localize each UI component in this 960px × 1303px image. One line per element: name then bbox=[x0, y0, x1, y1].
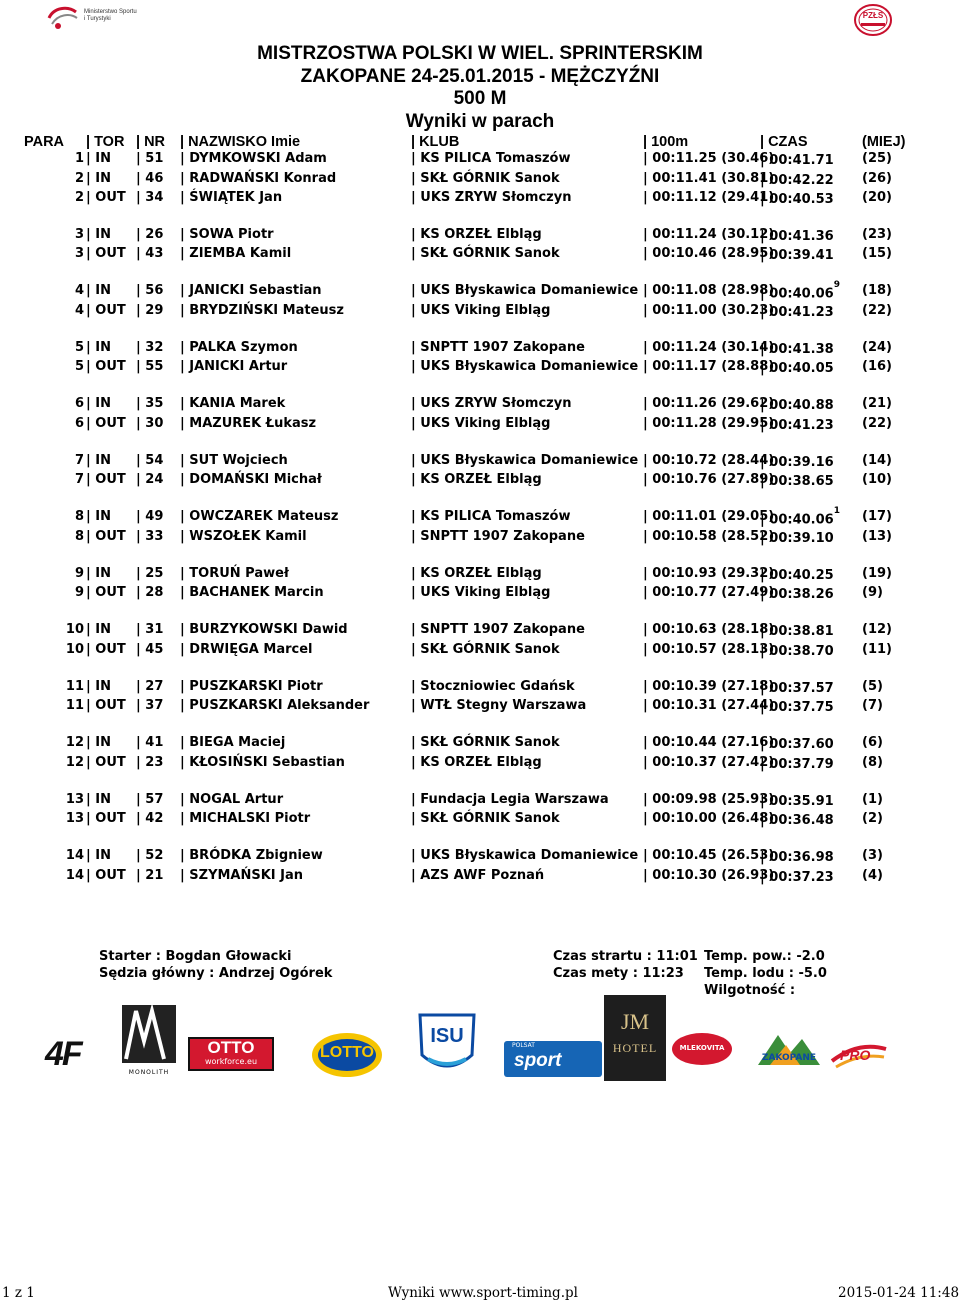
final-time: | 00:36.48 bbox=[760, 813, 834, 828]
pair-number: 2 bbox=[74, 190, 84, 205]
final-time: | 00:37.57 bbox=[760, 680, 834, 696]
split-100m: | 00:11.26 (29.62) bbox=[643, 396, 775, 411]
club-name: | AZS AWF Poznań bbox=[411, 867, 545, 883]
bib-number: | 57 bbox=[136, 791, 164, 807]
result-row bbox=[0, 529, 960, 548]
championship-title: MISTRZOSTWA POLSKI W WIEL. SPRINTERSKIM bbox=[257, 43, 703, 64]
pair-number: 3 bbox=[74, 226, 84, 242]
final-time: | 00:40.53 bbox=[760, 192, 834, 207]
pair-number: 14 bbox=[65, 848, 84, 863]
bib-number: | 26 bbox=[136, 226, 164, 242]
club-name: | UKS Błyskawica Domaniewice bbox=[411, 359, 639, 374]
athlete-name: | TORUŃ Paweł bbox=[180, 565, 289, 581]
place: (18) bbox=[862, 283, 892, 298]
lane: | OUT bbox=[86, 754, 126, 770]
sponsor-zakopane-logo: ZAKOPANE bbox=[756, 1025, 822, 1071]
final-time: | 00:40.05 bbox=[760, 361, 834, 376]
result-row bbox=[0, 679, 960, 698]
header-place: (MIEJ) bbox=[862, 134, 906, 150]
lane: | IN bbox=[86, 396, 111, 411]
result-row bbox=[0, 396, 960, 415]
athlete-name: | BIEGA Maciej bbox=[180, 735, 286, 750]
split-100m: | 00:10.31 (27.44) bbox=[643, 698, 775, 713]
bib-number: | 43 bbox=[136, 246, 164, 261]
pair-number: 7 bbox=[74, 472, 84, 487]
place: (15) bbox=[862, 246, 892, 261]
club-name: | SKŁ GÓRNIK Sanok bbox=[411, 641, 560, 657]
athlete-name: | ŚWIĄTEK Jan bbox=[180, 190, 283, 205]
athlete-name: | SZYMAŃSKI Jan bbox=[180, 867, 304, 883]
split-100m: | 00:11.28 (29.95) bbox=[643, 415, 775, 431]
lane: | IN bbox=[86, 622, 111, 637]
final-time: | 00:40.25 bbox=[760, 567, 834, 583]
split-100m: | 00:11.01 (29.05) bbox=[643, 509, 775, 524]
pzls-logo bbox=[853, 3, 893, 37]
club-name: | SKŁ GÓRNIK Sanok bbox=[411, 735, 560, 750]
final-time: | 00:38.65 bbox=[760, 474, 834, 489]
result-row bbox=[0, 792, 960, 811]
final-time: | 00:39.10 bbox=[760, 530, 834, 546]
monolith-icon bbox=[120, 1001, 178, 1065]
athlete-name: | ZIEMBA Kamil bbox=[180, 246, 292, 261]
pair-number: 14 bbox=[65, 867, 84, 883]
split-100m: | 00:11.41 (30.81) bbox=[643, 170, 775, 186]
final-time: | 00:40.88 bbox=[760, 398, 834, 413]
pair-number: 12 bbox=[65, 754, 84, 770]
time-thousandths: 9 bbox=[833, 280, 840, 290]
lane: | OUT bbox=[86, 641, 126, 657]
place: (10) bbox=[862, 472, 892, 487]
lane: | OUT bbox=[86, 698, 126, 713]
place: (2) bbox=[862, 811, 883, 826]
lane: | OUT bbox=[86, 811, 126, 826]
split-100m: | 00:11.00 (30.23) bbox=[643, 302, 775, 318]
end-time: Czas mety : 11:23 bbox=[553, 966, 684, 981]
club-name: | UKS Błyskawica Domaniewice bbox=[411, 848, 639, 863]
place: (26) bbox=[862, 170, 892, 186]
sponsor-pro-logo: PRO bbox=[830, 1035, 888, 1071]
results-website: Wyniki www.sport-timing.pl bbox=[388, 1285, 578, 1301]
athlete-name: | SUT Wojciech bbox=[180, 452, 288, 468]
athlete-name: | BACHANEK Marcin bbox=[180, 585, 324, 600]
result-row bbox=[0, 246, 960, 265]
club-name: | KS ORZEŁ Elbląg bbox=[411, 472, 542, 487]
header-time: | CZAS bbox=[760, 134, 808, 150]
place: (5) bbox=[862, 678, 883, 694]
result-row bbox=[0, 755, 960, 774]
place: (4) bbox=[862, 867, 883, 883]
bib-number: | 51 bbox=[136, 151, 164, 166]
result-row bbox=[0, 585, 960, 604]
athlete-name: | KANIA Marek bbox=[180, 396, 286, 411]
ministry-emblem-icon bbox=[46, 4, 80, 32]
athlete-name: | MAZUREK Łukasz bbox=[180, 415, 317, 431]
athlete-name: | OWCZAREK Mateusz bbox=[180, 509, 339, 524]
lane: | OUT bbox=[86, 246, 126, 261]
sponsor-monolith-logo: MONOLITH bbox=[120, 1001, 178, 1075]
club-name: | Fundacja Legia Warszawa bbox=[411, 791, 609, 807]
lane: | IN bbox=[86, 339, 111, 355]
pair-number: 13 bbox=[65, 791, 84, 807]
club-name: | UKS ZRYW Słomczyn bbox=[411, 190, 572, 205]
final-time: | 00:36.98 bbox=[760, 850, 834, 865]
final-time: | 00:41.38 bbox=[760, 341, 834, 357]
place: (1) bbox=[862, 791, 883, 807]
lane: | OUT bbox=[86, 472, 126, 487]
athlete-name: | WSZOŁEK Kamil bbox=[180, 528, 307, 544]
split-100m: | 00:10.77 (27.49) bbox=[643, 585, 775, 600]
final-time: | 00:38.70 bbox=[760, 643, 834, 659]
final-time: | 00:38.81 bbox=[760, 624, 834, 639]
club-name: | WTŁ Stegny Warszawa bbox=[411, 698, 587, 713]
bib-number: | 54 bbox=[136, 452, 164, 468]
split-100m: | 00:10.57 (28.13) bbox=[643, 641, 775, 657]
sponsor-otto-logo: OTTO workforce.eu bbox=[188, 1037, 274, 1071]
bib-number: | 32 bbox=[136, 339, 164, 355]
final-time: | 00:37.23 bbox=[760, 869, 834, 885]
place: (7) bbox=[862, 698, 883, 713]
split-100m: | 00:10.30 (26.93) bbox=[643, 867, 775, 883]
split-100m: | 00:10.39 (27.18) bbox=[643, 678, 775, 694]
sponsor-4f-logo: 4F bbox=[45, 1035, 81, 1073]
club-name: | UKS Viking Elbląg bbox=[411, 415, 551, 431]
club-name: | UKS Viking Elbląg bbox=[411, 585, 551, 600]
zakopane-mountains-icon bbox=[756, 1025, 822, 1071]
club-name: | SKŁ GÓRNIK Sanok bbox=[411, 811, 560, 826]
document-title-block bbox=[0, 43, 960, 133]
split-100m: | 00:10.58 (28.52) bbox=[643, 528, 775, 544]
lane: | IN bbox=[86, 735, 111, 750]
pair-number: 9 bbox=[74, 585, 84, 600]
final-time: | 00:41.36 bbox=[760, 228, 834, 244]
header-name: | NAZWISKO Imie bbox=[180, 134, 301, 150]
result-row bbox=[0, 506, 960, 528]
distance-title: 500 M bbox=[453, 88, 507, 109]
result-row bbox=[0, 453, 960, 472]
split-100m: | 00:11.17 (28.88) bbox=[643, 359, 775, 374]
place: (12) bbox=[862, 622, 892, 637]
page-counter: 1 z 1 bbox=[2, 1285, 35, 1301]
sponsor-lotto-logo: LOTTO bbox=[310, 1029, 384, 1079]
place: (21) bbox=[862, 396, 892, 411]
result-row bbox=[0, 303, 960, 322]
time-thousandths: 1 bbox=[833, 506, 840, 516]
header-club: | KLUB bbox=[411, 134, 460, 150]
club-name: | Stoczniowiec Gdańsk bbox=[411, 678, 575, 694]
split-100m: | 00:11.25 (30.46) bbox=[643, 151, 775, 166]
club-name: | KS ORZEŁ Elbląg bbox=[411, 226, 542, 242]
athlete-name: | DYMKOWSKI Adam bbox=[180, 151, 327, 166]
humidity: Wilgotność : bbox=[704, 983, 796, 998]
pair-number: 2 bbox=[74, 170, 84, 186]
athlete-name: | BURZYKOWSKI Dawid bbox=[180, 622, 348, 637]
athlete-name: | JANICKI Artur bbox=[180, 359, 288, 374]
lane: | OUT bbox=[86, 867, 126, 883]
club-name: | KS PILICA Tomaszów bbox=[411, 151, 571, 166]
club-name: | SKŁ GÓRNIK Sanok bbox=[411, 246, 560, 261]
split-100m: | 00:11.24 (30.14) bbox=[643, 339, 775, 355]
pair-number: 11 bbox=[65, 678, 84, 694]
head-referee: Sędzia główny : Andrzej Ogórek bbox=[99, 966, 333, 981]
pair-number: 12 bbox=[65, 735, 84, 750]
pair-number: 5 bbox=[74, 359, 84, 374]
result-row bbox=[0, 811, 960, 830]
lane: | IN bbox=[86, 226, 111, 242]
bib-number: | 49 bbox=[136, 509, 164, 524]
lane: | IN bbox=[86, 452, 111, 468]
split-100m: | 00:10.37 (27.42) bbox=[643, 754, 775, 770]
split-100m: | 00:10.76 (27.89) bbox=[643, 472, 775, 487]
lane: | OUT bbox=[86, 302, 126, 318]
lane: | IN bbox=[86, 170, 111, 186]
split-100m: | 00:10.44 (27.16) bbox=[643, 735, 775, 750]
lane: | IN bbox=[86, 848, 111, 863]
bib-number: | 34 bbox=[136, 190, 164, 205]
ministry-logo bbox=[46, 4, 138, 32]
result-row bbox=[0, 642, 960, 661]
bib-number: | 42 bbox=[136, 811, 164, 826]
place: (16) bbox=[862, 359, 892, 374]
lane: | OUT bbox=[86, 359, 126, 374]
bib-number: | 25 bbox=[136, 565, 164, 581]
bib-number: | 31 bbox=[136, 622, 164, 637]
athlete-name: | PUSZKARSKI Aleksander bbox=[180, 698, 370, 713]
club-name: | KS PILICA Tomaszów bbox=[411, 509, 571, 524]
final-time: | 00:40.06$^1$ bbox=[760, 506, 840, 528]
place: (14) bbox=[862, 452, 892, 468]
lane: | IN bbox=[86, 565, 111, 581]
pair-number: 5 bbox=[74, 339, 84, 355]
club-name: | UKS Błyskawica Domaniewice bbox=[411, 283, 639, 298]
pzls-text: PZŁS bbox=[862, 11, 884, 20]
sponsor-jm-hotel-logo: JM HOTEL bbox=[604, 995, 666, 1081]
pzls-badge-icon bbox=[853, 3, 893, 37]
club-name: | SKŁ GÓRNIK Sanok bbox=[411, 170, 560, 186]
result-row bbox=[0, 190, 960, 209]
place: (25) bbox=[862, 151, 892, 166]
split-100m: | 00:10.00 (26.48) bbox=[643, 811, 775, 826]
athlete-name: | RADWAŃSKI Konrad bbox=[180, 170, 337, 186]
pair-number: 6 bbox=[74, 396, 84, 411]
pair-number: 11 bbox=[65, 698, 84, 713]
bib-number: | 24 bbox=[136, 472, 164, 487]
place: (22) bbox=[862, 302, 892, 318]
result-row bbox=[0, 151, 960, 170]
place: (3) bbox=[862, 848, 883, 863]
header-split: | 100m bbox=[643, 134, 689, 150]
place: (23) bbox=[862, 226, 892, 242]
pair-number: 4 bbox=[74, 302, 84, 318]
result-row bbox=[0, 359, 960, 378]
bib-number: | 41 bbox=[136, 735, 164, 750]
athlete-name: | BRÓDKA Zbigniew bbox=[180, 848, 323, 863]
result-row bbox=[0, 848, 960, 867]
pair-number: 9 bbox=[74, 565, 84, 581]
result-row bbox=[0, 622, 960, 641]
air-temperature: Temp. pow.: -2.0 bbox=[704, 949, 825, 964]
club-name: | SNPTT 1907 Zakopane bbox=[411, 622, 585, 637]
pair-number: 3 bbox=[74, 246, 84, 261]
result-row bbox=[0, 340, 960, 359]
sponsor-polsat-sport-logo: POLSAT sport bbox=[504, 1041, 602, 1077]
place: (24) bbox=[862, 339, 892, 355]
sponsor-logos bbox=[40, 995, 920, 1085]
lane: | OUT bbox=[86, 528, 126, 544]
final-time: | 00:42.22 bbox=[760, 172, 834, 188]
result-row bbox=[0, 227, 960, 246]
place: (13) bbox=[862, 528, 892, 544]
result-row bbox=[0, 698, 960, 717]
lane: | IN bbox=[86, 283, 111, 298]
bib-number: | 37 bbox=[136, 698, 164, 713]
result-row bbox=[0, 472, 960, 491]
club-name: | SNPTT 1907 Zakopane bbox=[411, 339, 585, 355]
event-location-date: ZAKOPANE 24-25.01.2015 - MĘŻCZYŹNI bbox=[300, 65, 660, 87]
athlete-name: | PALKA Szymon bbox=[180, 339, 298, 355]
results-subtitle: Wyniki w parach bbox=[405, 110, 555, 132]
split-100m: | 00:09.98 (25.93) bbox=[643, 791, 775, 807]
ice-temperature: Temp. lodu : -5.0 bbox=[704, 966, 827, 981]
pair-number: 8 bbox=[74, 509, 84, 524]
bib-number: | 23 bbox=[136, 754, 164, 770]
pair-number: 7 bbox=[74, 452, 84, 468]
results-table-header bbox=[0, 134, 960, 152]
start-time: Czas strartu : 11:01 bbox=[553, 949, 698, 964]
club-name: | KS ORZEŁ Elbląg bbox=[411, 754, 542, 770]
bib-number: | 56 bbox=[136, 283, 164, 298]
place: (19) bbox=[862, 565, 892, 581]
result-row bbox=[0, 171, 960, 190]
header-tor: | TOR bbox=[86, 134, 125, 150]
lane: | IN bbox=[86, 678, 111, 694]
athlete-name: | JANICKI Sebastian bbox=[180, 283, 322, 298]
final-time: | 00:37.79 bbox=[760, 756, 834, 772]
athlete-name: | MICHALSKI Piotr bbox=[180, 811, 311, 826]
final-time: | 00:39.41 bbox=[760, 248, 834, 263]
bib-number: | 46 bbox=[136, 170, 164, 186]
split-100m: | 00:10.45 (26.53) bbox=[643, 848, 775, 863]
final-time: | 00:40.06$^9$ bbox=[760, 280, 840, 302]
lane: | OUT bbox=[86, 415, 126, 431]
split-100m: | 00:11.24 (30.12) bbox=[643, 226, 775, 242]
final-time: | 00:35.91 bbox=[760, 793, 834, 809]
result-row bbox=[0, 566, 960, 585]
final-time: | 00:37.60 bbox=[760, 737, 834, 752]
sponsor-isu-logo: ISU bbox=[416, 1011, 478, 1079]
split-100m: | 00:10.63 (28.18) bbox=[643, 622, 775, 637]
final-time: | 00:41.23 bbox=[760, 304, 834, 320]
split-100m: | 00:11.12 (29.41) bbox=[643, 190, 775, 205]
pair-number: 6 bbox=[74, 415, 84, 431]
bib-number: | 35 bbox=[136, 396, 164, 411]
bib-number: | 29 bbox=[136, 302, 164, 318]
ministry-text: Ministerstwo Sportu i Turystyki bbox=[84, 9, 137, 22]
place: (22) bbox=[862, 415, 892, 431]
header-para: PARA bbox=[24, 134, 65, 150]
club-name: | SNPTT 1907 Zakopane bbox=[411, 528, 585, 544]
place: (17) bbox=[862, 509, 892, 524]
split-100m: | 00:11.08 (28.98) bbox=[643, 283, 775, 298]
bib-number: | 21 bbox=[136, 867, 164, 883]
result-row bbox=[0, 868, 960, 887]
place: (20) bbox=[862, 190, 892, 205]
club-name: | UKS Viking Elbląg bbox=[411, 302, 551, 318]
pair-number: 4 bbox=[74, 283, 84, 298]
final-time: | 00:41.71 bbox=[760, 153, 834, 168]
athlete-name: | BRYDZIŃSKI Mateusz bbox=[180, 302, 344, 318]
bib-number: | 28 bbox=[136, 585, 164, 600]
lane: | IN bbox=[86, 151, 111, 166]
bib-number: | 45 bbox=[136, 641, 164, 657]
bib-number: | 27 bbox=[136, 678, 164, 694]
athlete-name: | DRWIĘGA Marcel bbox=[180, 641, 313, 657]
place: (8) bbox=[862, 754, 883, 770]
result-row bbox=[0, 416, 960, 435]
pair-number: 13 bbox=[65, 811, 84, 826]
bib-number: | 30 bbox=[136, 415, 164, 431]
lane: | IN bbox=[86, 791, 111, 807]
lane: | IN bbox=[86, 509, 111, 524]
final-time: | 00:38.26 bbox=[760, 587, 834, 602]
split-100m: | 00:10.46 (28.95) bbox=[643, 246, 775, 261]
athlete-name: | KŁOSIŃSKI Sebastian bbox=[180, 754, 345, 770]
place: (11) bbox=[862, 641, 892, 657]
lane: | OUT bbox=[86, 190, 126, 205]
lane: | OUT bbox=[86, 585, 126, 600]
bib-number: | 52 bbox=[136, 848, 164, 863]
starter: Starter : Bogdan Głowacki bbox=[99, 949, 292, 964]
place: (6) bbox=[862, 735, 883, 750]
pair-number: 1 bbox=[74, 151, 84, 166]
result-row bbox=[0, 735, 960, 754]
pair-number: 8 bbox=[74, 528, 84, 544]
sponsor-mlekovita-logo: MLEKOVITA bbox=[670, 1031, 734, 1067]
final-time: | 00:39.16 bbox=[760, 454, 834, 470]
header-nr: | NR bbox=[136, 134, 166, 150]
athlete-name: | SOWA Piotr bbox=[180, 226, 274, 242]
split-100m: | 00:10.93 (29.32) bbox=[643, 565, 775, 581]
club-name: | UKS Błyskawica Domaniewice bbox=[411, 452, 639, 468]
pair-number: 10 bbox=[65, 622, 84, 637]
bib-number: | 55 bbox=[136, 359, 164, 374]
athlete-name: | PUSZKARSKI Piotr bbox=[180, 678, 323, 694]
bib-number: | 33 bbox=[136, 528, 164, 544]
final-time: | 00:37.75 bbox=[760, 700, 834, 715]
athlete-name: | DOMAŃSKI Michał bbox=[180, 472, 322, 487]
place: (9) bbox=[862, 585, 883, 600]
club-name: | UKS ZRYW Słomczyn bbox=[411, 396, 572, 411]
split-100m: | 00:10.72 (28.44) bbox=[643, 452, 775, 468]
final-time: | 00:41.23 bbox=[760, 417, 834, 433]
club-name: | KS ORZEŁ Elbląg bbox=[411, 565, 542, 581]
result-row bbox=[0, 280, 960, 302]
print-datetime: 2015-01-24 11:48 bbox=[838, 1285, 960, 1301]
pair-number: 10 bbox=[65, 641, 84, 657]
athlete-name: | NOGAL Artur bbox=[180, 791, 284, 807]
